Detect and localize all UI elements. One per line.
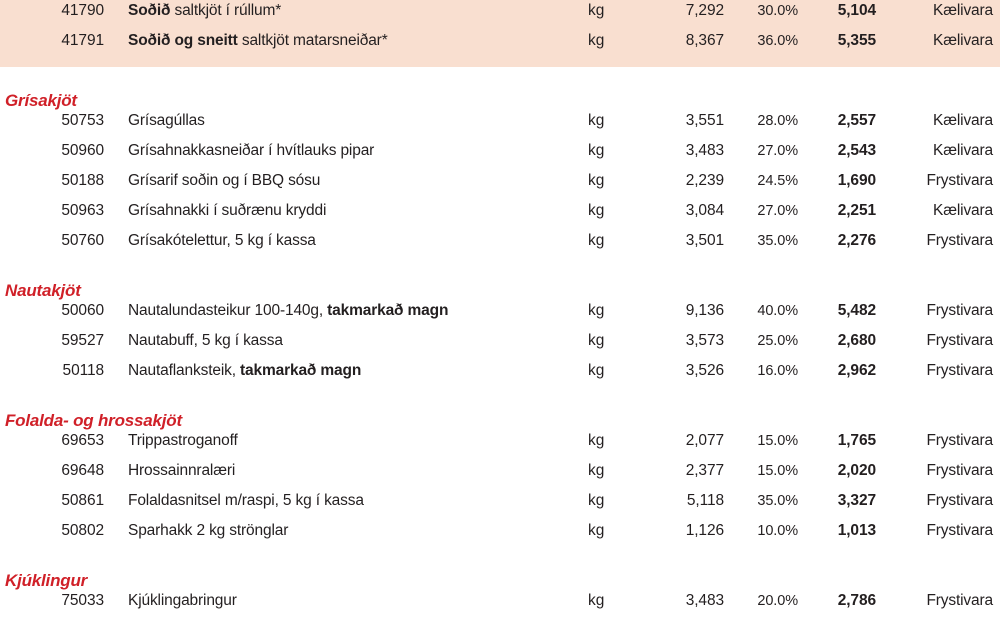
item-description <box>104 112 588 130</box>
discount-percent: 28.0% <box>757 113 798 129</box>
discount-percent: 25.0% <box>757 333 798 349</box>
final-price: 5,482 <box>837 302 876 319</box>
table-row[interactable] <box>0 32 1000 62</box>
item-code: 50188 <box>61 172 104 189</box>
final-price: 2,557 <box>837 112 876 129</box>
description-pre: Folaldasnitsel m/raspi, 5 kg í kassa <box>128 492 364 509</box>
unit: kg <box>588 592 605 609</box>
storage-type: Frystivara <box>926 592 993 609</box>
unit: kg <box>588 462 605 479</box>
table-row[interactable] <box>0 462 1000 492</box>
item-description <box>104 232 588 250</box>
category-heading-row <box>0 561 1000 592</box>
item-code: 50760 <box>61 232 104 249</box>
item-code: 50861 <box>61 492 104 509</box>
description-pre: Nautabuff, 5 kg í kassa <box>128 332 283 349</box>
unit: kg <box>588 332 605 349</box>
list-price: 3,483 <box>685 592 724 609</box>
item-description <box>104 362 588 380</box>
unit: kg <box>588 232 605 249</box>
item-description <box>104 592 588 610</box>
description-bold-part: Soðið og sneitt <box>128 32 238 49</box>
table-row[interactable] <box>0 592 1000 622</box>
item-description <box>104 432 588 450</box>
storage-type: Frystivara <box>926 432 993 449</box>
discount-percent: 40.0% <box>757 303 798 319</box>
table-row[interactable] <box>0 232 1000 262</box>
list-price: 7,292 <box>685 2 724 19</box>
item-code: 50963 <box>61 202 104 219</box>
item-code: 50802 <box>61 522 104 539</box>
highlighted-rows-block <box>0 0 1000 67</box>
description-pre: Nautalundasteikur 100-140g, <box>128 302 328 319</box>
item-description <box>104 2 588 20</box>
list-price: 3,573 <box>685 332 724 349</box>
table-row[interactable] <box>0 362 1000 392</box>
unit: kg <box>588 112 605 129</box>
unit: kg <box>588 492 605 509</box>
category-heading: Folalda- og hrossakjöt <box>5 411 182 430</box>
discount-percent: 36.0% <box>757 33 798 49</box>
list-price: 3,501 <box>685 232 724 249</box>
list-price: 2,377 <box>685 462 724 479</box>
item-description <box>104 492 588 510</box>
item-code: 75033 <box>61 592 104 609</box>
item-code: 69653 <box>61 432 104 449</box>
description-pre: Grísarif soðin og í BBQ sósu <box>128 172 321 189</box>
discount-percent: 35.0% <box>757 233 798 249</box>
unit: kg <box>588 2 605 19</box>
item-description <box>104 302 588 320</box>
item-code: 41790 <box>61 2 104 19</box>
discount-percent: 27.0% <box>757 143 798 159</box>
discount-percent: 20.0% <box>757 593 798 609</box>
final-price: 1,690 <box>837 172 876 189</box>
section-spacer <box>0 552 1000 561</box>
storage-type: Kælivara <box>933 112 993 129</box>
unit: kg <box>588 142 605 159</box>
storage-type: Kælivara <box>933 202 993 219</box>
storage-type: Frystivara <box>926 172 993 189</box>
table-row[interactable] <box>0 172 1000 202</box>
table-row[interactable] <box>0 112 1000 142</box>
final-price: 3,327 <box>837 492 876 509</box>
final-price: 2,962 <box>837 362 876 379</box>
description-rest: saltkjöt matarsneiðar* <box>237 32 388 49</box>
list-price: 2,239 <box>685 172 724 189</box>
description-bold-part: takmarkað magn <box>240 362 362 379</box>
table-row[interactable] <box>0 522 1000 552</box>
final-price: 2,020 <box>837 462 876 479</box>
list-price: 8,367 <box>685 32 724 49</box>
final-price: 5,355 <box>837 32 876 49</box>
storage-type: Kælivara <box>933 142 993 159</box>
storage-type: Frystivara <box>926 332 993 349</box>
item-description <box>104 142 588 160</box>
final-price: 2,543 <box>837 142 876 159</box>
discount-percent: 15.0% <box>757 433 798 449</box>
list-price: 3,483 <box>685 142 724 159</box>
item-code: 50118 <box>62 362 104 379</box>
description-pre: Hrossainnralæri <box>128 462 236 479</box>
final-price: 5,104 <box>837 2 876 19</box>
description-bold-part: takmarkað magn <box>327 302 449 319</box>
description-rest: saltkjöt í rúllum* <box>170 2 282 19</box>
list-price: 2,077 <box>685 432 724 449</box>
storage-type: Kælivara <box>933 2 993 19</box>
list-price: 1,126 <box>685 522 724 539</box>
item-code: 50060 <box>61 302 104 319</box>
section-spacer <box>0 67 1000 81</box>
item-code: 69648 <box>61 462 104 479</box>
discount-percent: 15.0% <box>757 463 798 479</box>
description-pre: Grísahnakki í suðrænu kryddi <box>128 202 327 219</box>
table-row[interactable] <box>0 492 1000 522</box>
item-code: 50960 <box>61 142 104 159</box>
final-price: 2,680 <box>837 332 876 349</box>
description-pre: Grísahnakkasneiðar í hvítlauks pipar <box>128 142 375 159</box>
unit: kg <box>588 172 605 189</box>
item-description <box>104 32 588 50</box>
unit: kg <box>588 302 605 319</box>
final-price: 1,013 <box>837 522 876 539</box>
table-row[interactable] <box>0 432 1000 462</box>
description-pre: Grísagúllas <box>128 112 205 129</box>
list-price: 3,084 <box>685 202 724 219</box>
storage-type: Frystivara <box>926 492 993 509</box>
discount-percent: 30.0% <box>757 3 798 19</box>
description-bold-part: Soðið <box>128 2 171 19</box>
unit: kg <box>588 522 605 539</box>
storage-type: Frystivara <box>926 232 993 249</box>
discount-percent: 24.5% <box>757 173 798 189</box>
table-row[interactable] <box>0 302 1000 332</box>
category-heading-row <box>0 81 1000 112</box>
final-price: 2,276 <box>837 232 876 249</box>
description-pre: Grísakótelettur, 5 kg í kassa <box>128 232 316 249</box>
item-description <box>104 462 588 480</box>
description-pre: Sparhakk 2 kg strönglar <box>128 522 289 539</box>
final-price: 2,251 <box>837 202 876 219</box>
category-sections <box>0 67 1000 622</box>
storage-type: Frystivara <box>926 522 993 539</box>
item-description <box>104 202 588 220</box>
table-row[interactable] <box>0 142 1000 172</box>
final-price: 2,786 <box>837 592 876 609</box>
description-pre: Trippastroganoff <box>128 432 238 449</box>
category-heading-row <box>0 401 1000 432</box>
discount-percent: 16.0% <box>757 363 798 379</box>
discount-percent: 10.0% <box>757 523 798 539</box>
item-description <box>104 522 588 540</box>
category-heading-row <box>0 271 1000 302</box>
table-row[interactable] <box>0 332 1000 362</box>
description-pre: Nautaflanksteik, <box>128 362 241 379</box>
item-description <box>104 332 588 350</box>
list-price: 9,136 <box>685 302 724 319</box>
description-pre: Kjúklingabringur <box>128 592 237 609</box>
discount-percent: 35.0% <box>757 493 798 509</box>
category-heading: Nautakjöt <box>5 281 81 300</box>
discount-percent: 27.0% <box>757 203 798 219</box>
table-row[interactable] <box>0 2 1000 32</box>
storage-type: Kælivara <box>933 32 993 49</box>
final-price: 1,765 <box>837 432 876 449</box>
list-price: 5,118 <box>686 492 724 509</box>
item-code: 41791 <box>61 32 104 49</box>
section-spacer <box>0 262 1000 271</box>
category-heading: Grísakjöt <box>5 91 77 110</box>
list-price: 3,526 <box>685 362 724 379</box>
unit: kg <box>588 432 605 449</box>
unit: kg <box>588 202 605 219</box>
storage-type: Frystivara <box>926 302 993 319</box>
item-description <box>104 172 588 190</box>
item-code: 50753 <box>61 112 104 129</box>
unit: kg <box>588 32 605 49</box>
section-spacer <box>0 392 1000 401</box>
unit: kg <box>588 362 605 379</box>
storage-type: Frystivara <box>926 462 993 479</box>
item-code: 59527 <box>61 332 104 349</box>
category-heading: Kjúklingur <box>5 571 88 590</box>
storage-type: Frystivara <box>926 362 993 379</box>
table-row[interactable] <box>0 202 1000 232</box>
list-price: 3,551 <box>685 112 724 129</box>
